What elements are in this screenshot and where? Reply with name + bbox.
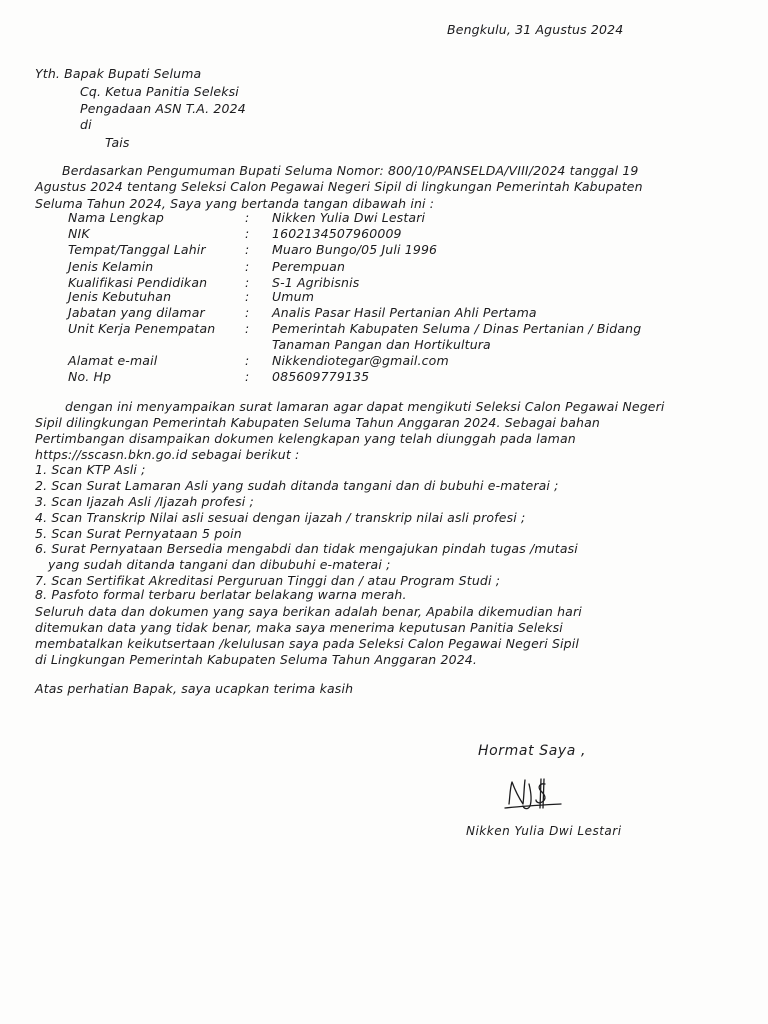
intro-line: Agustus 2024 tentang Seleksi Calon Pegawai Negeri Sipil di lingkungan Pemerintah Kabupaten — [35, 179, 643, 194]
body-line: dengan ini menyampaikan surat lamaran agar dapat mengikuti Seleksi Calon Pegawai Negeri — [65, 399, 665, 414]
identity-separator: : — [245, 305, 250, 320]
document-list-item: 2. Scan Surat Lamaran Asli yang sudah ditanda tangani dan di bubuhi e-materai ; — [35, 478, 559, 493]
identity-label: No. Hp — [68, 369, 112, 384]
document-list-item: 5. Scan Surat Pernyataan 5 poin — [35, 526, 242, 541]
body-line: https://sscasn.bkn.go.id sebagai berikut : — [35, 447, 300, 462]
letter-date: Bengkulu, 31 Agustus 2024 — [447, 22, 624, 37]
signer-name: Nikken Yulia Dwi Lestari — [466, 824, 622, 838]
document-list-item: 3. Scan Ijazah Asli /Ijazah profesi ; — [35, 494, 254, 509]
document-list-item: 1. Scan KTP Asli ; — [35, 462, 146, 477]
identity-label: Tempat/Tanggal Lahir — [68, 242, 206, 257]
document-list-item-continuation: yang sudah ditanda tangani dan dibubuhi e-materai ; — [48, 557, 391, 572]
body-line: Sipil dilingkungan Pemerintah Kabupaten Seluma Tahun Anggaran 2024. Sebagai bahan — [35, 415, 600, 430]
identity-label: Jenis Kebutuhan — [68, 289, 172, 304]
statement-line: di Lingkungan Pemerintah Kabupaten Seluma Tahun Anggaran 2024. — [35, 652, 478, 667]
signoff: Hormat Saya , — [478, 743, 587, 759]
recipient-line: Cq. Ketua Panitia Seleksi — [80, 84, 239, 99]
identity-label: Kualifikasi Pendidikan — [68, 275, 208, 290]
recipient-city: Tais — [105, 135, 130, 150]
identity-value: Perempuan — [272, 259, 346, 274]
identity-label: Alamat e-mail — [68, 353, 158, 368]
identity-label: Unit Kerja Penempatan — [68, 321, 216, 336]
identity-separator: : — [245, 321, 250, 336]
identity-value: Pemerintah Kabupaten Seluma / Dinas Pertanian / Bidang — [272, 321, 642, 336]
statement-line: ditemukan data yang tidak benar, maka saya menerima keputusan Panitia Seleksi — [35, 620, 563, 635]
identity-value: Umum — [272, 289, 315, 304]
document-list-item: 7. Scan Sertifikat Akreditasi Perguruan Tinggi dan / atau Program Studi ; — [35, 573, 501, 588]
identity-separator: : — [245, 289, 250, 304]
statement-line: Seluruh data dan dokumen yang saya berikan adalah benar, Apabila dikemudian hari — [35, 604, 582, 619]
identity-separator: : — [245, 275, 250, 290]
identity-value: 1602134507960009 — [272, 226, 402, 241]
recipient-line: Pengadaan ASN T.A. 2024 — [80, 101, 246, 116]
identity-separator: : — [245, 210, 250, 225]
document-list-item: 6. Surat Pernyataan Bersedia mengabdi dan tidak mengajukan pindah tugas /mutasi — [35, 541, 578, 556]
identity-value: Muaro Bungo/05 Juli 1996 — [272, 242, 438, 257]
body-line: Pertimbangan disampaikan dokumen kelengkapan yang telah diunggah pada laman — [35, 431, 576, 446]
identity-separator: : — [245, 369, 250, 384]
identity-value: 085609779135 — [272, 369, 370, 384]
identity-separator: : — [245, 353, 250, 368]
identity-separator: : — [245, 259, 250, 274]
recipient-line: Yth. Bapak Bupati Seluma — [35, 66, 202, 81]
identity-label: Jenis Kelamin — [68, 259, 154, 274]
recipient-line: di — [80, 117, 92, 132]
identity-value: Nikken Yulia Dwi Lestari — [272, 210, 426, 225]
identity-separator: : — [245, 242, 250, 257]
identity-separator: : — [245, 226, 250, 241]
identity-label: Jabatan yang dilamar — [68, 305, 205, 320]
document-list-item: 8. Pasfoto formal terbaru berlatar belakang warna merah. — [35, 587, 407, 602]
document-list-item: 4. Scan Transkrip Nilai asli sesuai dengan ijazah / transkrip nilai asli profesi ; — [35, 510, 526, 525]
identity-value: S-1 Agribisnis — [272, 275, 360, 290]
closing-line: Atas perhatian Bapak, saya ucapkan terima kasih — [35, 681, 354, 696]
identity-label: NIK — [68, 226, 90, 241]
identity-value-continuation: Tanaman Pangan dan Hortikultura — [272, 337, 491, 352]
intro-line: Berdasarkan Pengumuman Bupati Seluma Nomor: 800/10/PANSELDA/VIII/2024 tanggal 19 — [62, 163, 639, 178]
identity-label: Nama Lengkap — [68, 210, 164, 225]
identity-value: Analis Pasar Hasil Pertanian Ahli Pertama — [272, 305, 537, 320]
identity-value: Nikkendiotegar@gmail.com — [272, 353, 449, 368]
intro-line: Seluma Tahun 2024, Saya yang bertanda tangan dibawah ini : — [35, 196, 435, 211]
statement-line: membatalkan keikutsertaan /kelulusan saya pada Seleksi Calon Pegawai Negeri Sipil — [35, 636, 579, 651]
signature-image — [503, 774, 567, 814]
